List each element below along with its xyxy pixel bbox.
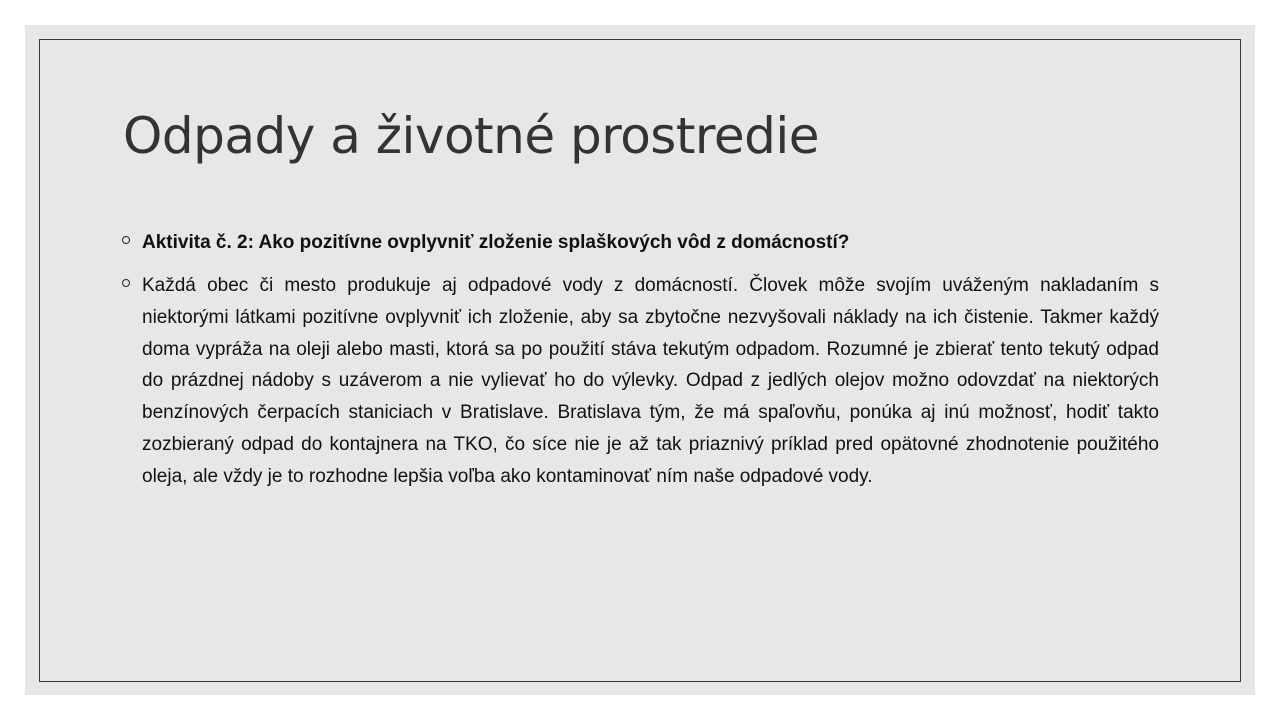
bullet-list — [122, 227, 1159, 504]
bullet-item-activity — [122, 227, 1159, 259]
bullet-circle-icon — [122, 279, 130, 287]
activity-heading: Aktivita č. 2: Ako pozitívne ovplyvniť zloženie splaškových vôd z domácností? — [142, 232, 850, 253]
activity-description: Každá obec či mesto produkuje aj odpadové vody z domácností. Človek môže svojím uváženým nakladaním s niektorými látkami pozitívne ovplyvniť ich zloženie, aby sa zbytočne nezvyšovali náklady na ich čistenie. Takmer každý doma vypráža na oleji alebo masti, ktorá sa po použití stáva tekutým odpadom. Rozumné je zbierať tento tekutý odpad do prázdnej nádoby s uzáverom a nie vylievať ho do výlevky. Odpad z jedlých olejov možno odovzdať na niektorých benzínových čerpacích staniciach v Bratislave. Bratislava tým, že má spaľovňu, ponúka aj inú možnosť, hodiť takto zozbieraný odpad do kontajnera na TKO, čo síce nie je až tak priaznivý príklad pred opätovné zhodnotenie použitého oleja, ale vždy je to rozhodne lepšia voľba ako kontaminovať ním naše odpadové vody. — [142, 275, 1159, 487]
bullet-circle-icon — [122, 236, 130, 244]
slide-title: Odpady a životné prostredie — [123, 107, 820, 165]
slide — [25, 25, 1255, 695]
bullet-item-description — [122, 270, 1159, 493]
